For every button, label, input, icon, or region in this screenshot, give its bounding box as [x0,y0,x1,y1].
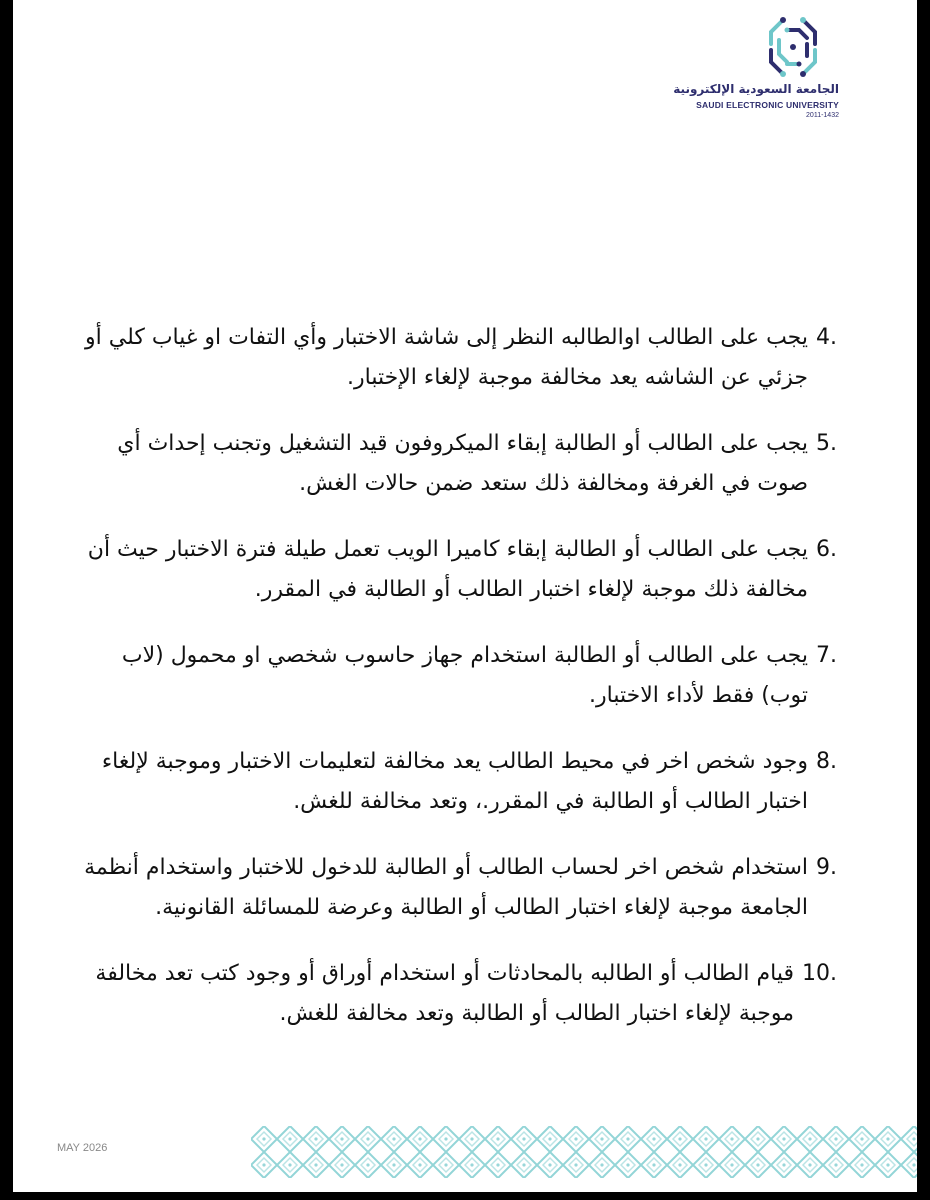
rule-text: وجود شخص اخر في محيط الطالب يعد مخالفة لتعليمات الاختبار وموجبة لإلغاء اختبار الطالب أو الطالبة في المقرر.، وتعد مخالفة للغش. [101,749,808,814]
logo-english-name: SAUDI ELECTRONIC UNIVERSITY [696,100,839,110]
rule-number: 9. [816,855,837,880]
footer-pattern-decoration [251,1126,917,1178]
logo-arabic-name: الجامعة السعودية الإلكترونية [673,82,839,96]
rule-item [73,742,837,822]
rule-text: يجب على الطالب أو الطالبة إبقاء الميكروفون قيد التشغيل وتجنب إحداث أي صوت في الغرفة ومخالفة ذلك ستعد ضمن حالات الغش. [117,431,808,496]
rule-number: 8. [816,749,837,774]
rule-item [73,530,837,610]
rule-number: 5. [816,431,837,456]
logo-emblem-icon [761,14,825,80]
rule-item [73,318,837,398]
rule-number: 10. [802,961,837,986]
logo-year: 2011-1432 [806,112,839,119]
rule-number: 6. [816,537,837,562]
rule-item [73,848,837,928]
university-logo [673,14,853,124]
rule-item [73,636,837,716]
rule-item [73,424,837,504]
rule-item [73,954,837,1034]
rule-text: يجب على الطالب أو الطالبة استخدام جهاز حاسوب شخصي او محمول (لاب توب) فقط لأداء الاختبار. [121,643,808,708]
rule-text: يجب على الطالب أو الطالبة إبقاء كاميرا الويب تعمل طيلة فترة الاختبار حيث أن مخالفة ذلك موجبة لإلغاء اختبار الطالب أو الطالبة في المقرر. [87,537,808,602]
footer-date: MAY 2026 [57,1142,108,1154]
rule-text: استخدام شخص اخر لحساب الطالب أو الطالبة للدخول للاختبار واستخدام أنظمة الجامعة موجبة لإلغاء اختبار الطالب أو الطالبة وعرضة للمسائلة القانونية. [84,855,808,920]
rule-text: يجب على الطالب اوالطالبه النظر إلى شاشة الاختبار وأي التفات او غياب كلي أو جزئي عن الشاشه يعد مخالفة موجبة لإلغاء الإختبار. [85,325,808,390]
exam-rules-list [73,318,837,1060]
document-page [13,0,917,1192]
rule-number: 7. [816,643,837,668]
rule-number: 4. [816,325,837,350]
rule-text: قيام الطالب أو الطالبه بالمحادثات أو استخدام أوراق أو وجود كتب تعد مخالفة موجبة لإلغاء اختبار الطالب أو الطالبة وتعد مخالفة للغش. [95,961,794,1026]
